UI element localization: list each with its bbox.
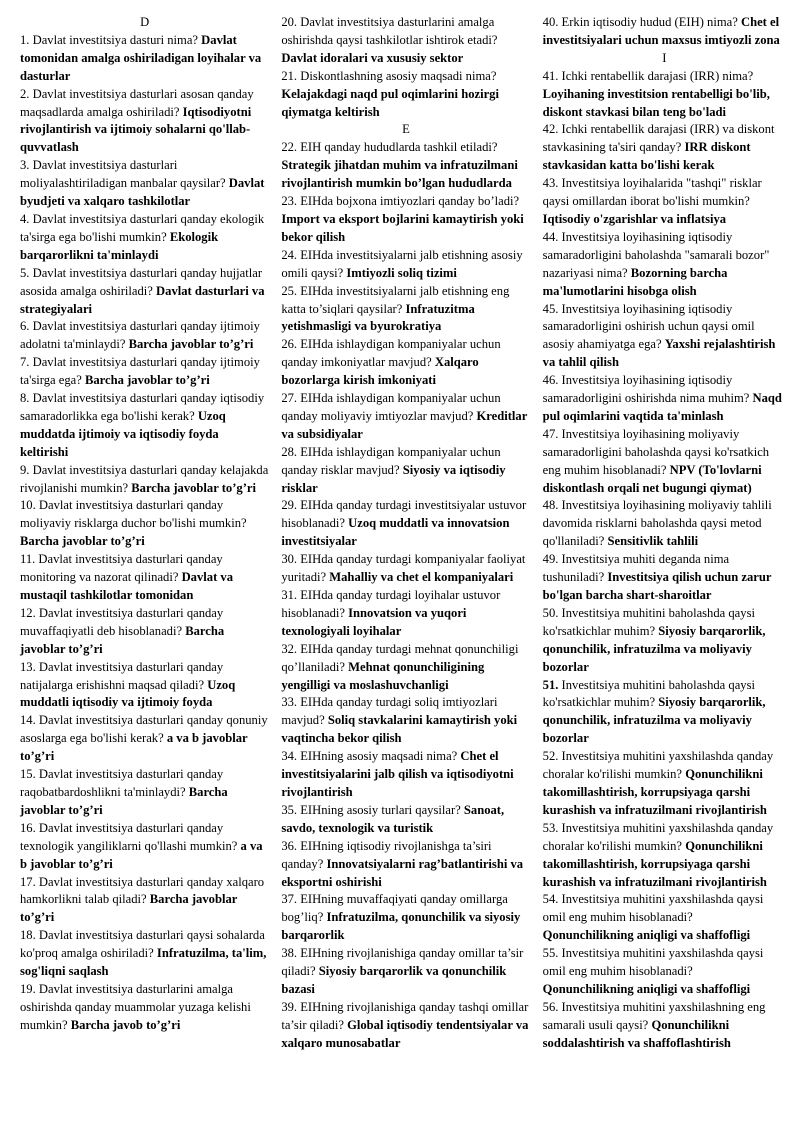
answer-text: Iqtisodiy o'zgarishlar va inflatsiya <box>542 211 727 226</box>
answer-text: Uzoq muddatli iqtisodiy va ijtimoiy foyda <box>20 677 236 710</box>
question-item <box>20 354 269 390</box>
question-item <box>20 927 269 981</box>
question-item <box>543 891 786 945</box>
answer-text: Qonunchilikni takomillashtirish, korrupsiyaga qarshi kurashish va infratuzilmani rivojlantirish <box>542 767 767 817</box>
answer-text: Davlat idoralari va xususiy sektor <box>281 50 464 65</box>
question-text: 14. Davlat investitsiya dasturlari qanday qonuniy asoslarga ega bo'lishi kerak? <box>20 713 268 746</box>
question-text: 15. Davlat investitsiya dasturlari qanday raqobatbardoshlikni ta'minlaydi? <box>20 767 224 799</box>
question-item <box>281 247 530 283</box>
question-text: 10. Davlat investitsiya dasturlari qanday moliyaviy risklarga duchor bo'lishi mumkin? <box>20 498 247 531</box>
answer-text: Strategik jihatdan muhim va infratuzilmani rivojlantirish mumkin bo’lgan hududlarda <box>281 158 518 191</box>
question-item <box>20 462 269 498</box>
answer-text: Infratuzilma, qonunchilik va siyosiy barqarorlik <box>281 910 521 943</box>
question-item <box>281 551 530 587</box>
answer-text: Infratuzilma, ta'lim, sog'liqni saqlash <box>20 946 267 979</box>
question-text: 3. Davlat investitsiya dasturlari moliyalashtiriladigan manbalar qaysilar? <box>20 158 229 191</box>
question-item <box>281 497 530 551</box>
question-item <box>543 677 786 749</box>
question-item <box>281 802 530 838</box>
answer-text: Infratuzitma yetishmasligi va byurokratiya <box>281 301 475 334</box>
question-item <box>543 121 786 175</box>
answer-text: Siyosiy va iqtisodiy risklar <box>281 462 506 495</box>
question-text: 48. Investitsiya loyihasining moliyaviy tahlili davomida risklarni baholashda qaysi metod qo'llaniladi? <box>542 498 772 549</box>
question-item <box>543 551 786 605</box>
question-item <box>20 265 269 319</box>
question-item <box>281 945 530 999</box>
answer-text: Soliq stavkalarini kamaytirish yoki vaqtincha bekor qilish <box>281 713 518 746</box>
question-item <box>543 175 786 229</box>
question-text: 43. Investitsiya loyihalarida "tashqi" risklar qaysi omillardan iborat bo'lishi mumkin? <box>542 176 762 209</box>
question-text: 24. EIHda investitsiyalarni jalb etishning asosiy omili qaysi? <box>281 247 523 280</box>
question-number: 51. <box>542 677 559 692</box>
answer-text: Global iqtisodiy tendentsiyalar va xalqaro munosabatlar <box>281 1017 529 1050</box>
question-text: 53. Investitsiya muhitini yaxshilashda qanday choralar ko'rilishi mumkin? <box>542 820 774 853</box>
question-item <box>281 336 530 390</box>
question-text: 12. Davlat investitsiya dasturlari qanday muvaffaqiyatli deb hisoblanadi? <box>20 605 224 638</box>
question-item <box>543 68 786 122</box>
question-item <box>281 891 530 945</box>
answer-text: Qonunchilikni takomillashtirish, korrupsiyaga qarshi kurashish va infratuzilmani rivojlantirish <box>542 838 767 889</box>
column-2 <box>281 14 530 1131</box>
question-text: 36. EIHning iqtisodiy rivojlanishga ta’siri qanday? <box>281 838 492 871</box>
answer-text: NPV (To'lovlarni diskontlash orqali net bugungi qiymat) <box>542 462 762 495</box>
question-text: 22. EIH qanday hududlarda tashkil etiladi? <box>281 140 498 155</box>
question-item <box>281 641 530 695</box>
question-item <box>20 157 269 211</box>
question-text: 8. Davlat investitsiya dasturlari qanday iqtisodiy samaradorlikka ega bo'lishi kerak? <box>20 391 265 423</box>
question-text: 33. EIHda qanday turdagi soliq imtiyozlari mavjud? <box>281 695 498 728</box>
answer-text: Barcha javoblar to’g’ri <box>20 623 225 656</box>
answer-text: Barcha javoblar to’g’ri <box>20 534 145 549</box>
answer-text: Yaxshi rejalashtirish va tahlil qilish <box>542 337 776 370</box>
answer-text: Barcha javob to’g’ri <box>70 1017 181 1032</box>
question-item <box>20 497 269 551</box>
question-item <box>543 820 786 892</box>
question-item <box>281 444 530 498</box>
question-text: 47. Investitsiya loyihasining moliyaviy samaradorligini baholashda qaysi ko'rsatkich eng muhim hisoblanadi? <box>542 426 770 477</box>
question-text: 20. Davlat investitsiya dasturlarini amalga oshirishda qaysi tashkilotlar ishtirok etadi? <box>281 15 498 47</box>
question-text: 37. EIHning muvaffaqiyati qanday omillarga bog’liq? <box>281 892 508 925</box>
answer-text: Siyosiy barqarorlik, qonunchilik, infratuzilma va moliyaviy bozorlar <box>542 623 766 674</box>
answer-text: Naqd pul oqimlarini vaqtida ta'minlash <box>542 391 782 423</box>
question-text: 31. EIHda qanday turdagi loyihalar ustuvor hisoblanadi? <box>281 588 501 620</box>
answer-text: Kelajakdagi naqd pul oqimlarini hozirgi qiymatga keltirish <box>281 86 499 119</box>
question-item <box>281 587 530 641</box>
answer-text: Davlat byudjeti va xalqaro tashkilotlar <box>20 176 265 209</box>
question-text: 27. EIHda ishlaydigan kompaniyalar uchun qanday moliyaviy imtiyozlar mavjud? <box>281 391 501 423</box>
question-item <box>281 748 530 802</box>
question-text: 16. Davlat investitsiya dasturlari qanday texnologik yangiliklarni qo'llashi mumkin? <box>20 820 241 853</box>
question-item <box>281 838 530 892</box>
question-item <box>543 229 786 301</box>
answer-text: Chet el investitsiyalarini jalb qilish va iqtisodiyotni rivojlantirish <box>281 749 514 799</box>
question-text: 56. Investitsiya muhitini yaxshilashning eng samarali usuli qaysi? <box>542 999 766 1032</box>
answer-text: Barcha javoblar to’g’ri <box>128 337 254 352</box>
answer-text: IRR diskont stavkasidan katta bo'lishi kerak <box>542 140 751 173</box>
question-item <box>20 874 269 928</box>
question-text: 50. Investitsiya muhitini baholashda qaysi ko'rsatkichlar muhim? <box>542 605 755 638</box>
answer-text: Chet el investitsiyalari uchun maxsus imtiyozli zona <box>542 15 780 47</box>
answer-text: Innovatsiyalarni rag’batlantirishi va eksportni oshirishi <box>281 856 524 889</box>
question-text: 49. Investitsiya muhiti deganda nima tushuniladi? <box>542 552 730 585</box>
answer-text: a va b javoblar to’g’ri <box>20 731 248 764</box>
question-item <box>20 318 269 354</box>
answer-text: Import va eksport bojlarini kamaytirish yoki bekor qilish <box>281 211 524 244</box>
question-item <box>20 86 269 158</box>
question-text: 17. Davlat investitsiya dasturlari qanday xalqaro hamkorlikni talab qiladi? <box>20 874 265 907</box>
question-text: 32. EIHda qanday turdagi mehnat qonunchiligi qo’llaniladi? <box>281 641 519 674</box>
question-item <box>543 748 786 820</box>
answer-text: Qonunchilikni soddalashtirish va shaffoflashtirish <box>542 1017 731 1050</box>
answer-text: Barcha javoblar to’g’ri <box>84 373 210 388</box>
answer-text: Barcha javoblar to’g’ri <box>131 480 257 495</box>
question-text: 26. EIHda ishlaydigan kompaniyalar uchun qanday imkoniyatlar mavjud? <box>281 337 501 370</box>
question-item <box>543 945 786 999</box>
answer-text: Xalqaro bozorlarga kirish imkoniyati <box>281 355 479 388</box>
question-item <box>20 981 269 1035</box>
answer-text: Kreditlar va subsidiyalar <box>281 408 528 441</box>
question-text: 46. Investitsiya loyihasining iqtisodiy samaradorligini oshirishda nima muhim? <box>542 373 753 406</box>
answer-text: Iqtisodiyotni rivojlantirish va ijtimoiy sohalarni qo'llab-quvvatlash <box>20 104 252 155</box>
question-item <box>281 193 530 247</box>
question-item <box>20 659 269 713</box>
question-item <box>20 712 269 766</box>
question-item <box>20 820 269 874</box>
question-text: 39. EIHning rivojlanishiga qanday tashqi omillar ta’sir qiladi? <box>281 999 529 1032</box>
question-item <box>20 766 269 820</box>
question-text: 25. EIHda investitsiyalarni jalb etishning eng katta to’siqlari qaysilar? <box>281 283 510 316</box>
question-text: 18. Davlat investitsiya dasturlari qaysi sohalarda ko'proq amalga oshiriladi? <box>20 928 265 961</box>
question-text: 45. Investitsiya loyihasining iqtisodiy samaradorligini oshirish uchun qaysi omil asosiy ahamiyatga ega? <box>542 301 755 352</box>
question-text: 29. EIHda qanday turdagi investitsiyalar ustuvor hisoblanadi? <box>281 498 527 531</box>
answer-text: Barcha javoblar to’g’ri <box>20 784 228 817</box>
question-text: 38. EIHning rivojlanishiga qanday omillar ta’sir qiladi? <box>281 946 524 979</box>
question-item <box>543 426 786 498</box>
question-text: 54. Investitsiya muhitini yaxshilashda qaysi omil eng muhim hisoblanadi? <box>542 892 764 925</box>
question-text: 7. Davlat investitsiya dasturlari qanday ijtimoiy ta'sirga ega? <box>20 355 260 388</box>
answer-text: Davlat tomonidan amalga oshiriladigan loyihalar va dasturlar <box>20 32 262 83</box>
column-1 <box>20 14 269 1131</box>
question-item <box>543 497 786 551</box>
answer-text: Sensitivlik tahlili <box>607 534 699 549</box>
question-text: 2. Davlat investitsiya dasturlari asosan qanday maqsadlarda amalga oshiriladi? <box>20 86 254 119</box>
question-item <box>281 14 530 68</box>
answer-text: Innovatsion va yuqori texnologiyali loyihalar <box>281 605 467 638</box>
question-text: 19. Davlat investitsiya dasturlarini amalga oshirishda qanday muammolar yuzaga kelishi mumkin? <box>20 981 251 1032</box>
answer-text: Barcha javoblar to’g’ri <box>20 892 238 925</box>
question-item <box>20 551 269 605</box>
answer-text: Davlat va mustaqil tashkilotlar tomonidan <box>20 570 233 602</box>
question-text: 21. Diskontlashning asosiy maqsadi nima? <box>281 68 497 83</box>
answer-text: Siyosiy barqarorlik, qonunchilik, infratuzilma va moliyaviy bozorlar <box>542 695 766 746</box>
question-text: 41. Ichki rentabellik darajasi (IRR) nima? <box>542 68 754 83</box>
answer-text: Qonunchilikning aniqligi va shaffofligi <box>542 928 751 943</box>
answer-text: a va b javoblar to’g’ri <box>20 838 263 871</box>
question-item <box>281 999 530 1053</box>
question-item <box>20 605 269 659</box>
question-text: 52. Investitsiya muhitini yaxshilashda qanday choralar ko'rilishi mumkin? <box>542 749 774 782</box>
answer-text: Ekologik barqarorlikni ta'minlaydi <box>20 229 219 262</box>
answer-text: Imtiyozli soliq tizimi <box>346 265 457 280</box>
answer-text: Qonunchilikning aniqligi va shaffofligi <box>542 981 751 996</box>
question-text: 42. Ichki rentabellik darajasi (IRR) va diskont stavkasining ta'siri qanday? <box>542 122 775 155</box>
section-heading: D <box>140 15 150 29</box>
answer-text: Siyosiy barqarorlik va qonunchilik bazasi <box>281 964 507 996</box>
question-item <box>281 390 530 444</box>
answer-text: Uzoq muddatda ijtimoiy va iqtisodiy foyda keltirishi <box>20 408 226 459</box>
answer-text: Mehnat qonunchiligining yengilligi va moslashuvchanligi <box>281 659 485 692</box>
question-item <box>20 32 269 86</box>
question-item <box>281 68 530 122</box>
question-item <box>281 139 530 193</box>
column-3 <box>543 14 786 1131</box>
section-heading: E <box>402 122 410 137</box>
question-text: 4. Davlat investitsiya dasturlari qanday ekologik ta'sirga ega bo'lishi mumkin? <box>20 211 265 244</box>
answer-text: Mahalliy va chet el kompaniyalari <box>329 570 514 585</box>
question-text: 34. EIHning asosiy maqsadi nima? <box>281 749 461 764</box>
question-text: 1. Davlat investitsiya dasturi nima? <box>20 32 202 47</box>
question-text: 23. EIHda bojxona imtiyozlari qanday bo’ladi? <box>281 194 520 209</box>
answer-text: Investitsiya qilish uchun zarur bo'lgan barcha shart-sharoitlar <box>542 570 772 602</box>
question-item <box>543 372 786 426</box>
question-text: 55. Investitsiya muhitini yaxshilashda qaysi omil eng muhim hisoblanadi? <box>542 946 764 979</box>
question-item <box>543 999 786 1053</box>
question-text: 35. EIHning asosiy turlari qaysilar? <box>281 802 464 817</box>
question-text: 13. Davlat investitsiya dasturlari qanday natijalarga erishishni maqsad qiladi? <box>20 659 224 692</box>
question-item <box>20 390 269 462</box>
question-item <box>20 211 269 265</box>
answer-text: Uzoq muddatli va innovatsion investitsiyalar <box>281 516 510 549</box>
question-item <box>281 283 530 337</box>
question-text: 11. Davlat investitsiya dasturlari qanday monitoring va nazorat qilinadi? <box>20 552 223 585</box>
question-text: 9. Davlat investitsiya dasturlari qanday kelajakda rivojlanishi mumkin? <box>20 462 269 495</box>
question-text: Investitsiya muhitini baholashda qaysi ko'rsatkichlar muhim? <box>542 677 755 710</box>
question-text: 30. EIHda qanday turdagi kompaniyalar faoliyat yuritadi? <box>281 552 526 585</box>
answer-text: Loyihaning investitsion rentabelligi bo'lib, diskont stavkasi bilan teng bo'ladi <box>542 86 770 119</box>
question-item <box>281 694 530 748</box>
question-item <box>543 14 786 50</box>
answer-text: Sanoat, savdo, texnologik va turistik <box>281 802 505 835</box>
question-text: 5. Davlat investitsiya dasturlari qanday hujjatlar asosida amalga oshiriladi? <box>20 265 263 298</box>
question-text: 28. EIHda ishlaydigan kompaniyalar uchun qanday risklar mavjud? <box>281 444 501 477</box>
answer-text: Davlat dasturlari va strategiyalari <box>20 283 265 316</box>
question-item <box>543 301 786 373</box>
question-text: 44. Investitsiya loyihasining iqtisodiy samaradorligini baholashda "samarali bozor" nazariyasi nima? <box>542 229 770 280</box>
question-text: 40. Erkin iqtisodiy hudud (EIH) nima? <box>542 15 741 29</box>
section-heading: I <box>662 50 667 65</box>
question-text: 6. Davlat investitsiya dasturlari qanday ijtimoiy adolatni ta'minlaydi? <box>20 319 260 352</box>
answer-text: Bozorning barcha ma'lumotlarini hisobga olish <box>542 265 728 298</box>
question-item <box>543 605 786 677</box>
